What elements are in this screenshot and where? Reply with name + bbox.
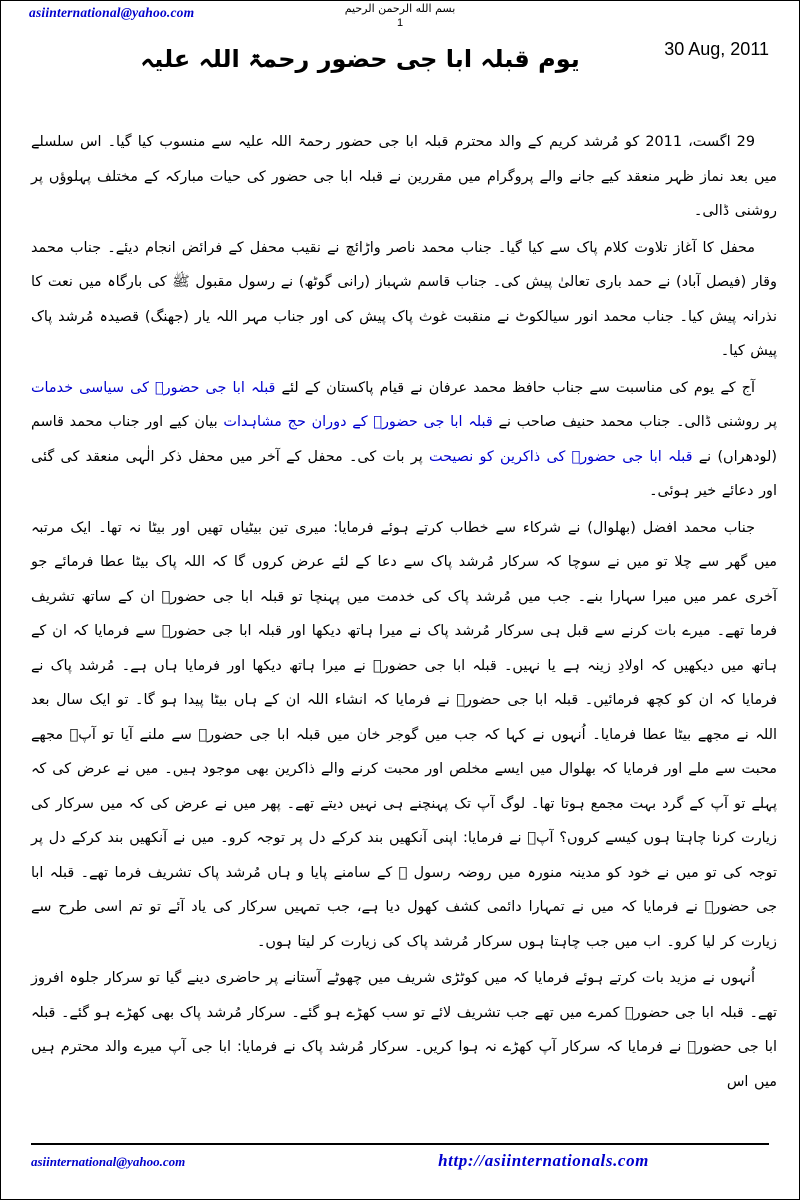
paragraph: [31, 231, 777, 369]
footer-email-link[interactable]: asiinternational@yahoo.com: [31, 1154, 186, 1169]
text-run: محفل کا آغاز تلاوت کلام پاک سے کیا گیا۔ جناب محمد ناصر واڑائچ نے نقیب محفل کے فرائض انجام دیئے۔ جناب محمد وقار (فیصل آباد) نے حمد باری تعالیٰ پیش کی۔ جناب قاسم شہباز (رانی گوٹھ) نے رسول مقبول ﷺ کی بارگاہ میں نعت کا نذرانہ پیش کیا۔ جناب محمد انور سیالکوٹ نے منقبت غوث پاک پیش کی اور جناب مہر اللہ یار (جھنگ) قصیدہ مُرشد پاک پیش کیا۔: [31, 239, 777, 359]
paragraph: [31, 371, 777, 509]
footer-row: [31, 1151, 769, 1171]
paragraph: [31, 511, 777, 960]
highlighted-phrase: قبلہ ابا جی حضورؒ کے دوران حج مشاہدات: [223, 414, 493, 430]
paragraph: [31, 125, 777, 229]
footer-website-link[interactable]: http://asiinternationals.com: [438, 1151, 649, 1170]
text-run: جناب محمد افضل (بھلوال) نے شرکاء سے خطاب کرتے ہوئے فرمایا: میری تین بیٹیاں تھیں اور بیٹا نہ تھا۔ ایک مرتبہ میں گھر سے چلا تو میں نے سوچا کہ سرکار مُرشد پاک سے دعا کے لئے عرض کروں گا کہ اللہ پاک بیٹا عطا فرمائے جو آخری عمر میں میرا سہارا بنے۔ جب میں مُرشد پاک کی خدمت میں پہنچا تو قبلہ ابا جی حضورؒ ان کے ساتھ تشریف فرما تھے۔ میرے بات کرنے سے قبل ہی سرکار مُرشد پاک نے میرا ہاتھ دیکھا اور قبلہ ابا جی حضورؒ سے فرمایا کہ ان کے ہاتھ میں دیکھیں کہ اولادِ زینہ ہے یا نہیں۔ قبلہ ابا جی حضورؒ نے میرا ہاتھ دیکھا اور فرمایا ہاں ہے۔ مُرشد پاک نے فرمایا کہ ان کو کچھ فرمائیں۔ قبلہ ابا جی حضورؒ نے فرمایا کہ انشاء اللہ ان کے ہاں بیٹا پیدا ہو گا۔ تو ایک سال بعد اللہ نے مجھے بیٹا عطا فرمایا۔ اُنہوں نے کہا کہ جب میں گوجر خان میں قبلہ ابا جی حضورؒ سے ملنے آیا تو آپؒ مجھے محبت سے ملے اور فرمایا کہ بھلوال میں ایسے مخلص اور محبت کرنے والے ذاکرین بھی موجود ہیں۔ میں نے عرض کی کہ پہلے تو آپ کے گرد بہت مجمع ہوتا تھا۔ لوگ آپ تک پہنچنے ہی نہیں دیتے تھے۔ پھر میں نے عرض کی کہ میں سرکار کی زیارت کرنا چاہتا ہوں کیسے کروں؟ آپؒ نے فرمایا: اپنی آنکھیں بند کرکے دل پر توجہ کرو۔ میں نے آنکھیں بند کرکے دل پر توجہ کی تو میں نے خود کو مدینہ منورہ میں روضہ رسول ﷺ کے سامنے پایا و ہاں مُرشد پاک تشریف فرما تھے۔ قبلہ ابا جی حضورؒ نے فرمایا کہ میں نے تمہارا دائمی کشف کھول دیا ہے، جب تمہیں سرکار کی یاد آئے تو تم اسی طرح سے زیارت کر لیا کرو۔ اب میں جب چاہتا ہوں سرکار مُرشد پاک کی زیارت کر لیتا ہوں۔: [31, 519, 777, 950]
text-run: 29 اگست، 2011 کو مُرشد کریم کے والد محترم قبلہ ابا جی حضور رحمۃ اللہ علیہ سے منسوب کیا گیا۔ اس سلسلے میں بعد نماز ظہر منعقد کیے جانے والے پروگرام میں مقررین نے قبلہ ابا جی حضور کی حیات مبارکہ کے مختلف پہلوؤں پر روشنی ڈالی۔: [31, 134, 777, 219]
document-date: 30 Aug, 2011: [664, 39, 769, 59]
text-run: اُنہوں نے مزید بات کرتے ہوئے فرمایا کہ میں کوٹڑی شریف میں چھوٹے آستانے پر حاضری دینے گیا تو سرکار جلوہ افروز تھے۔ قبلہ ابا جی حضورؒ کمرے میں تھے جب تشریف لائے تو سب کھڑے ہو گئے۔ سرکار مُرشد پاک بھی کھڑے ہو گئے۔ قبلہ ابا جی حضورؒ نے فرمایا کہ سرکار آپ کھڑے نہ ہوا کریں۔ سرکار مُرشد پاک نے فرمایا: ابا جی آپ میرے والد محترم ہیں میں اس: [31, 970, 777, 1090]
bismillah-text: بسم الله الرحمن الرحيم: [344, 2, 456, 15]
highlighted-phrase: قبلہ ابا جی حضورؒ کی سیاسی خدمات: [31, 379, 276, 396]
page-header: [1, 1, 799, 119]
document-body: [31, 125, 777, 1121]
page-number: 1: [396, 17, 404, 29]
text-run: پر بات کی۔ محفل کے آخر میں محفل ذکر الٰہی منعقد کی گئی اور دعائے خیر ہوئی۔: [31, 448, 777, 499]
text-run: بیان کیے اور جناب محمد قاسم (لودھراں) نے: [31, 414, 777, 465]
text-run: پر روشنی ڈالی۔ جناب محمد حنیف صاحب نے: [492, 414, 777, 430]
paragraph: [31, 961, 777, 1099]
page-title: يوم قبلہ ابا جی حضور رحمۃ اللہ علیہ: [140, 45, 580, 73]
text-run: آج کے یوم کی مناسبت سے جناب حافظ محمد عرفان نے قیام پاکستان کے لئے: [275, 379, 756, 396]
header-email-link[interactable]: asiinternational@yahoo.com: [29, 5, 195, 20]
footer-divider: [31, 1143, 769, 1145]
highlighted-phrase: قبلہ ابا جی حضورؒ کی ذاکرین کو نصیحت: [428, 448, 693, 465]
page-footer: [31, 1143, 769, 1171]
